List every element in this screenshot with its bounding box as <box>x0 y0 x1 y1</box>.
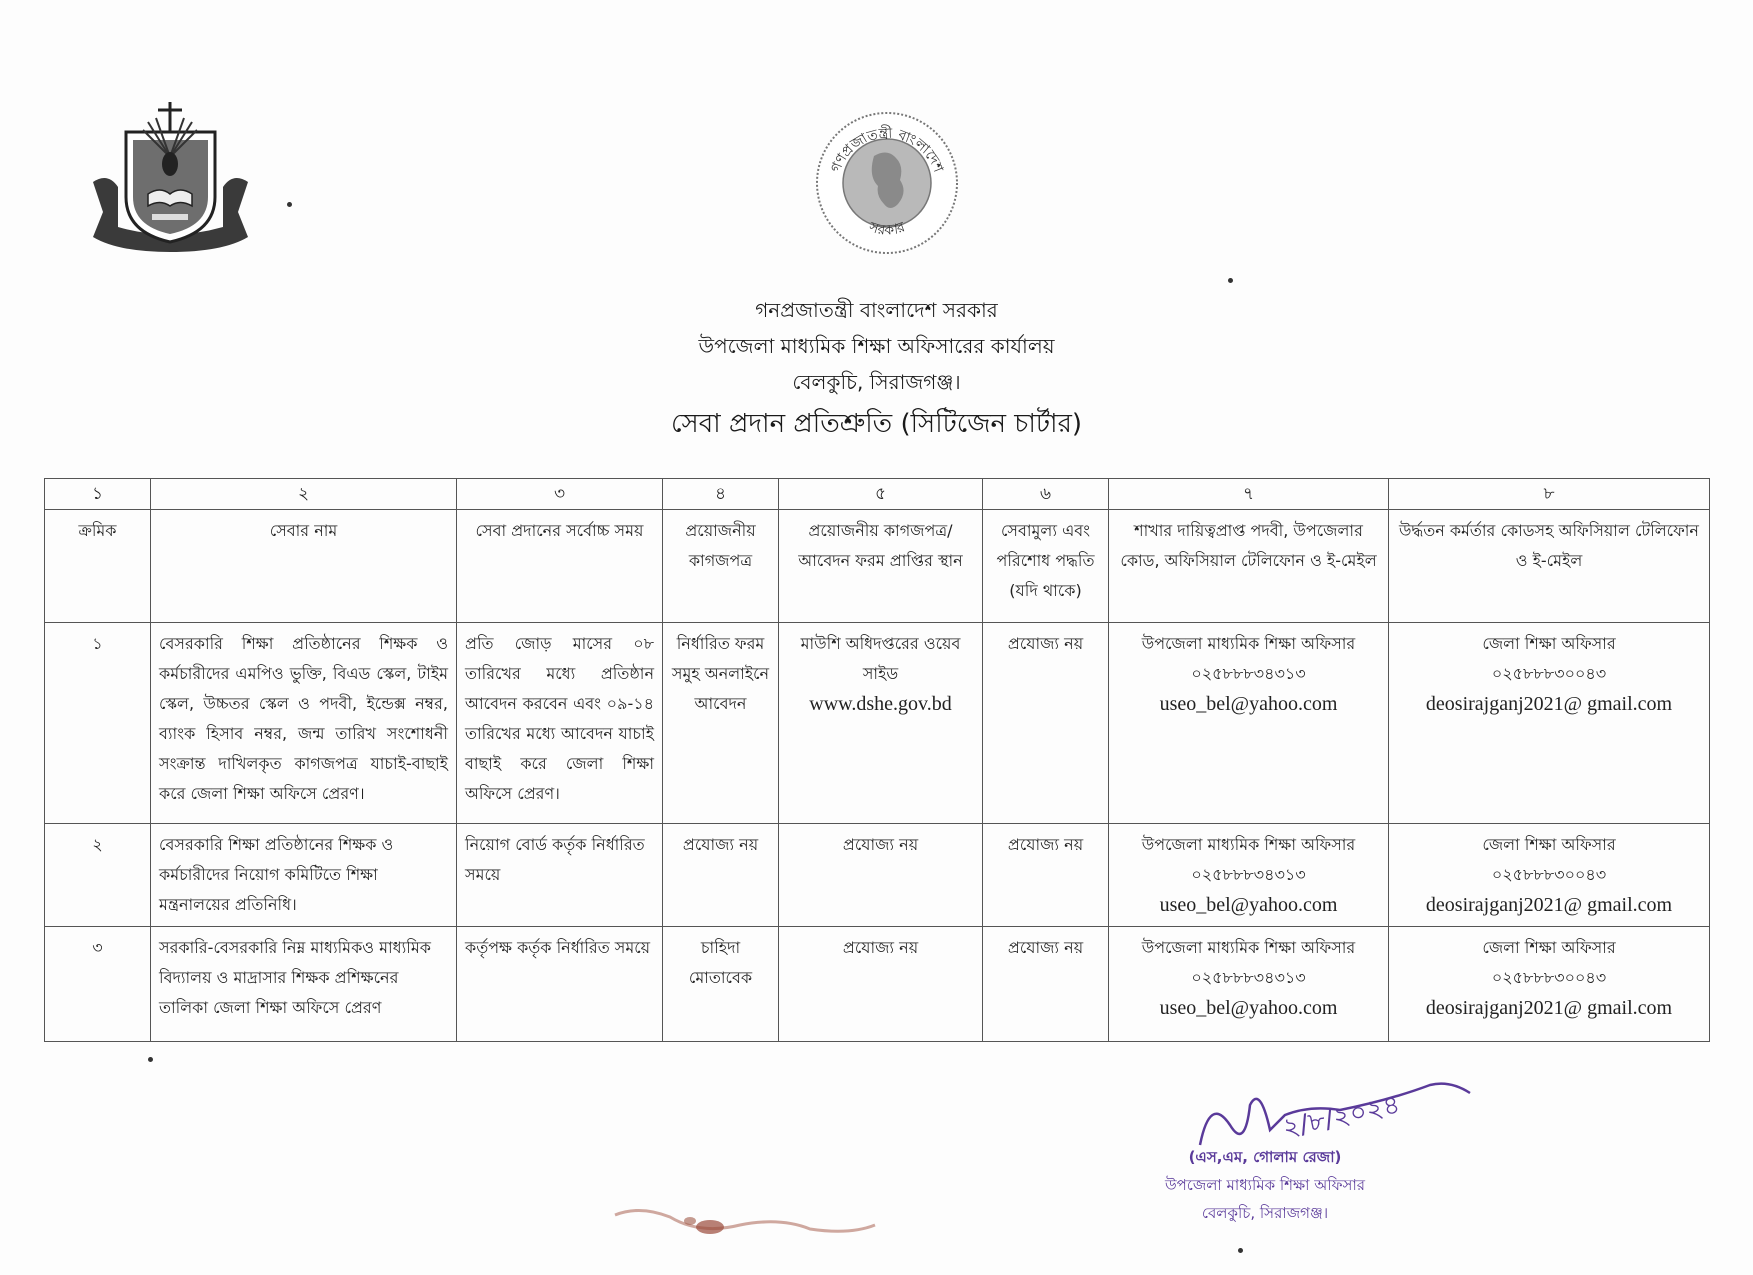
column-number: ৮ <box>1389 479 1710 510</box>
row-superior <box>1389 824 1710 927</box>
officer-phone: ০২৫৮৮৮৩৪৩১৩ <box>1191 865 1306 884</box>
speck <box>287 202 292 207</box>
column-number: ৩ <box>457 479 663 510</box>
document-header <box>0 292 1753 446</box>
row-time: নিয়োগ বোর্ড কর্তৃক নির্ধারিত সময়ে <box>457 824 663 927</box>
row-documents: চাহিদা মোতাবেক <box>663 927 779 1042</box>
superior-phone: ০২৫৮৮৮৩০০৪৩ <box>1491 664 1607 683</box>
officer-email: useo_bel@yahoo.com <box>1159 997 1338 1019</box>
column-header-fee: সেবামুল্য এবং পরিশোধ পদ্ধতি (যদি থাকে) <box>983 510 1109 623</box>
row-fee: প্রযোজ্য নয় <box>983 824 1109 927</box>
document-title: সেবা প্রদান প্রতিশ্রুতি (সিটিজেন চার্টার) <box>670 409 1083 439</box>
superior-email: deosirajganj2021@ gmail.com <box>1425 693 1673 715</box>
row-source <box>779 927 983 1042</box>
column-number: ৭ <box>1109 479 1389 510</box>
row-source <box>779 824 983 927</box>
header-office: উপজেলা মাধ্যমিক শিক্ষা অফিসারের কার্যালয় <box>698 334 1055 358</box>
column-number: ৫ <box>779 479 983 510</box>
row-documents: প্রযোজ্য নয় <box>663 824 779 927</box>
table-row <box>45 623 1710 824</box>
officer-phone: ০২৫৮৮৮৩৪৩১৩ <box>1191 664 1306 683</box>
row-officer <box>1109 824 1389 927</box>
column-header-officer: শাখার দায়িত্বপ্রাপ্ত পদবী, উপজেলার কোড, অফিসিয়াল টেলিফোন ও ই-মেইল <box>1109 510 1389 623</box>
officer-phone: ০২৫৮৮৮৩৪৩১৩ <box>1191 968 1306 987</box>
signatory-designation: উপজেলা মাধ্যমিক শিক্ষা অফিসার <box>1164 1176 1366 1194</box>
row-source-text: মাউশি অধিদপ্তরের ওয়েব সাইড <box>800 634 961 683</box>
row-time: প্রতি জোড় মাসের ০৮ তারিখের মধ্যে প্রতিষ্ঠান আবেদন করবেন এবং ০৯-১৪ তারিখের মধ্যে আবেদন যাচাই বাছাই করে জেলা শিক্ষা অফিসে প্রেরণ। <box>457 623 663 824</box>
column-number-row <box>45 479 1710 510</box>
speck <box>1238 1248 1243 1253</box>
row-officer <box>1109 623 1389 824</box>
row-officer <box>1109 927 1389 1042</box>
column-number: ৬ <box>983 479 1109 510</box>
row-serial: ১ <box>45 623 151 824</box>
superior-email: deosirajganj2021@ gmail.com <box>1425 997 1673 1019</box>
column-header-serial: ক্রমিক <box>45 510 151 623</box>
superior-title: জেলা শিক্ষা অফিসার <box>1482 938 1616 957</box>
row-service: বেসরকারি শিক্ষা প্রতিষ্ঠানের শিক্ষক ও কর্মচারীদের নিয়োগ কমিটিতে শিক্ষা মন্ত্রনালয়ের প্রতিনিধি। <box>151 824 457 927</box>
officer-title: উপজেলা মাধ্যমিক শিক্ষা অফিসার <box>1141 938 1356 957</box>
seal-bottom-text: সরকার <box>866 219 908 239</box>
column-header-documents: প্রয়োজনীয় কাগজপত্র <box>663 510 779 623</box>
row-source <box>779 623 983 824</box>
row-service: সরকারি-বেসরকারি নিম্ন মাধ্যমিকও মাধ্যমিক বিদ্যালয় ও মাদ্রাসার শিক্ষক প্রশিক্ষনের তালিকা জেলা শিক্ষা অফিসে প্রেরণ <box>151 927 457 1042</box>
column-number: ২ <box>151 479 457 510</box>
signatory-location: বেলকুচি, সিরাজগঞ্জ। <box>1201 1204 1329 1222</box>
table-row <box>45 927 1710 1042</box>
ink-stain <box>610 1195 880 1255</box>
column-number: ১ <box>45 479 151 510</box>
signature-date: ২/৮/২০২৪ <box>1280 1089 1403 1144</box>
superior-phone: ০২৫৮৮৮৩০০৪৩ <box>1491 968 1607 987</box>
column-header-service: সেবার নাম <box>151 510 457 623</box>
signature-caption <box>1100 1143 1430 1227</box>
speck <box>1228 278 1233 283</box>
officer-title: উপজেলা মাধ্যমিক শিক্ষা অফিসার <box>1141 634 1356 653</box>
government-seal <box>812 108 962 258</box>
header-location: বেলকুচি, সিরাজগঞ্জ। <box>792 370 961 394</box>
header-government: গনপ্রজাতন্ত্রী বাংলাদেশ সরকার <box>755 298 998 322</box>
column-header-row <box>45 510 1710 623</box>
officer-email: useo_bel@yahoo.com <box>1159 894 1338 916</box>
row-serial: ২ <box>45 824 151 927</box>
row-superior <box>1389 927 1710 1042</box>
signature-block <box>1100 1075 1430 1265</box>
officer-title: উপজেলা মাধ্যমিক শিক্ষা অফিসার <box>1141 835 1356 854</box>
row-source-website: www.dshe.gov.bd <box>809 693 952 715</box>
column-header-source: প্রয়োজনীয় কাগজপত্র/আবেদন ফরম প্রাপ্তির স্থান <box>779 510 983 623</box>
row-service: বেসরকারি শিক্ষা প্রতিষ্ঠানের শিক্ষক ও কর্মচারীদের এমপিও ভুক্তি, বিএড স্কেল, টাইম স্কেল, উচ্চতর স্কেল ও পদবী, ইন্ডেক্স নম্বর, ব্যাংক হিসাব নম্বর, জন্ম তারিখ সংশোধনী সংক্রান্ত দাখিলকৃত কাগজপত্র যাচাই-বাছাই করে জেলা শিক্ষা অফিসে প্রেরণ। <box>151 623 457 824</box>
row-documents: নির্ধারিত ফরম সমুহ অনলাইনে আবেদন <box>663 623 779 824</box>
column-header-time: সেবা প্রদানের সর্বোচ্চ সময় <box>457 510 663 623</box>
seal-top-text: গণপ্রজাতন্ত্রী বাংলাদেশ <box>827 125 947 175</box>
row-fee: প্রযোজ্য নয় <box>983 927 1109 1042</box>
superior-title: জেলা শিক্ষা অফিসার <box>1482 634 1616 653</box>
table-row <box>45 824 1710 927</box>
signatory-name: (এস,এম, গোলাম রেজা) <box>1188 1148 1342 1166</box>
row-source-text: প্রযোজ্য নয় <box>842 938 919 957</box>
row-fee: প্রযোজ্য নয় <box>983 623 1109 824</box>
officer-email: useo_bel@yahoo.com <box>1159 693 1338 715</box>
directorate-logo <box>88 102 253 252</box>
citizen-charter-table <box>44 478 1710 1042</box>
row-superior <box>1389 623 1710 824</box>
superior-phone: ০২৫৮৮৮৩০০৪৩ <box>1491 865 1607 884</box>
speck <box>148 1057 153 1062</box>
column-number: ৪ <box>663 479 779 510</box>
column-header-superior: উর্দ্ধতন কর্মর্তার কোডসহ অফিসিয়াল টেলিফোন ও ই-মেইল <box>1389 510 1710 623</box>
superior-email: deosirajganj2021@ gmail.com <box>1425 894 1673 916</box>
superior-title: জেলা শিক্ষা অফিসার <box>1482 835 1616 854</box>
row-source-text: প্রযোজ্য নয় <box>842 835 919 854</box>
row-serial: ৩ <box>45 927 151 1042</box>
row-time: কর্তৃপক্ষ কর্তৃক নির্ধারিত সময়ে <box>457 927 663 1042</box>
